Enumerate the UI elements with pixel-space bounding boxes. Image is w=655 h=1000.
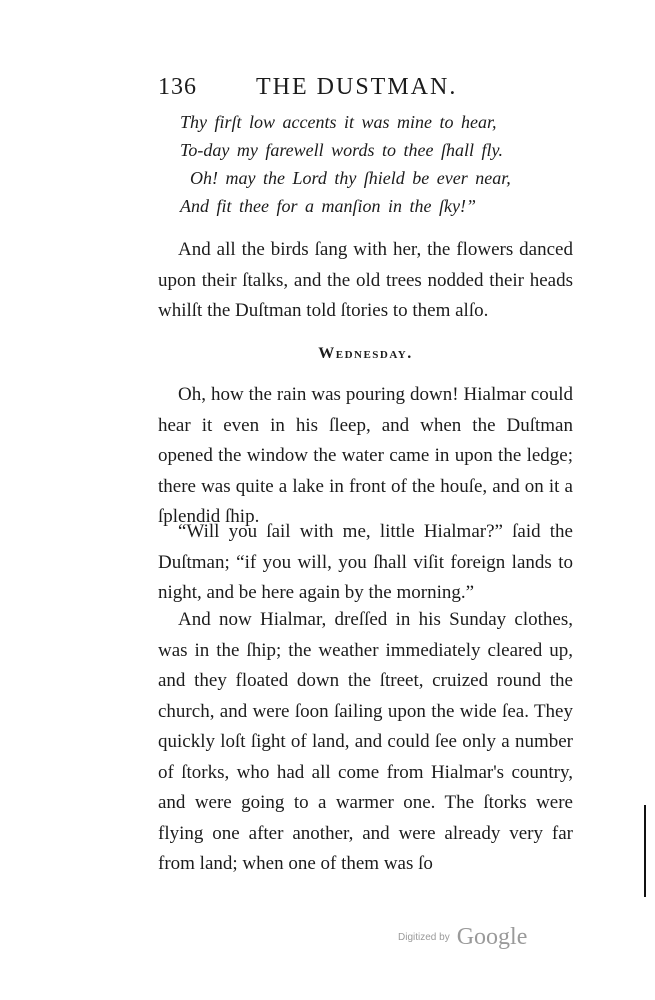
paragraph-ship: And now Hialmar, dreſſed in his Sunday clothes, was in the ſhip; the weather immediately cleared up, and they floated down the ſtreet, cruized round the church, and were ſoon ſailing upon the wide ſea. They quickly loſt ſight of land, and could ſee only a number of ſtorks, who had all come from Hialmar's country, and were going to a warmer one. The ſtorks were flying one after another, and were already very far from land; when one of them was ſo (158, 609, 573, 874)
page-number: 136 (158, 74, 197, 100)
scan-margin-line (644, 805, 646, 897)
poem-stanza (180, 108, 580, 220)
digitized-watermark (398, 924, 598, 954)
watermark-prefix: Digitized by (398, 932, 450, 943)
paragraph-dialogue: “Will you ſail with me, little Hialmar?” ſaid the Duſtman; “if you will, you ſhall viſit foreign lands to night, and be here again by the morning.” (158, 521, 573, 603)
paragraph-birds: And all the birds ſang with her, the flowers danced upon their ſtalks, and the old trees nodded their heads whilſt the Duſtman told ſtories to them alſo. (158, 239, 573, 321)
page-header (158, 62, 578, 102)
section-heading: Wednesday. (318, 345, 413, 362)
poem-line: And fit thee for a manſion in the ſky!” (180, 196, 476, 216)
google-logo: Google (456, 924, 528, 950)
poem-line: Thy firſt low accents it was mine to hear, (180, 112, 497, 132)
poem-line: Oh! may the Lord thy ſhield be ever near, (190, 168, 511, 188)
paragraph-rain: Oh, how the rain was pouring down! Hialmar could hear it even in his ſleep, and when the Duſtman opened the window the water came in upon the ledge; there was quite a lake in front of the houſe, and on it a ſplendid ſhip. (158, 384, 573, 527)
running-title: THE DUSTMAN. (256, 74, 458, 100)
poem-line: To-day my farewell words to thee ſhall fly. (180, 140, 503, 160)
